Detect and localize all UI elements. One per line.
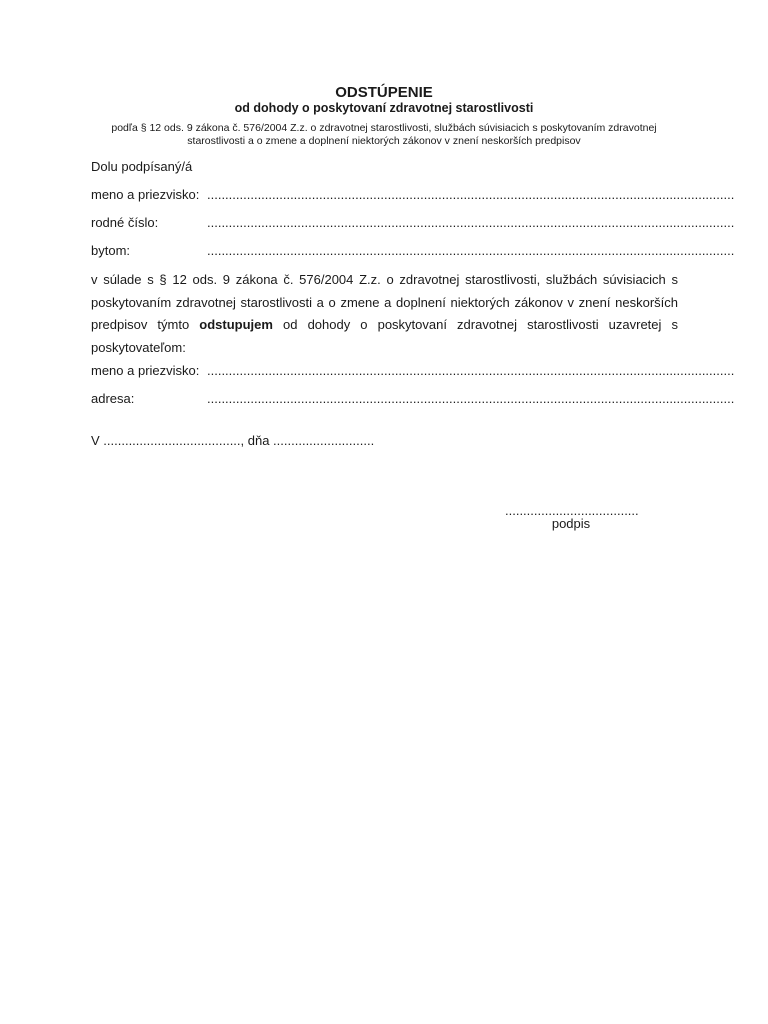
field-label-provider-name: meno a priezvisko: <box>91 363 200 378</box>
field-fill-line: .................................................................................................................................................. <box>207 243 735 258</box>
document-subtitle: od dohody o poskytovaní zdravotnej starostlivosti <box>234 101 534 115</box>
field-label-name: meno a priezvisko: <box>91 187 200 202</box>
document-title: ODSTÚPENIE <box>335 84 433 101</box>
field-fill-line: .................................................................................................................................................. <box>207 187 735 202</box>
statement-part-2: od dohody o poskytovaní zdravotnej starostlivosti uzavretej s poskytovateľom: <box>91 317 678 355</box>
withdrawal-statement <box>91 269 678 359</box>
signature-line: ..................................... <box>505 503 639 518</box>
field-label-address: adresa: <box>91 391 135 406</box>
signature-label: podpis <box>551 516 591 531</box>
field-label-birth-number: rodné číslo: <box>91 215 159 230</box>
intro-text: Dolu podpísaný/á <box>91 159 193 174</box>
field-fill-line: .................................................................................................................................................. <box>207 391 735 406</box>
field-label-residence: bytom: <box>91 243 131 258</box>
field-fill-line: .................................................................................................................................................. <box>207 215 735 230</box>
place-date-line: V ......................................, dňa ............................ <box>91 433 375 448</box>
statement-emphasis: odstupujem <box>199 317 273 332</box>
legal-reference: podľa § 12 ods. 9 zákona č. 576/2004 Z.z. o zdravotnej starostlivosti, službách súvisiacich s poskytovaním zdravotnej starostlivosti a o zmene a doplnení niektorých zákonov v znení neskorších predpisov <box>111 122 657 147</box>
field-fill-line: .................................................................................................................................................. <box>207 363 735 378</box>
statement-part-1: v súlade s § 12 ods. 9 zákona č. 576/2004 Z.z. o zdravotnej starostlivosti, službách súvisiacich s poskytovaním zdravotnej starostlivosti a o zmene a doplnení niektorých zákonov v znení neskorších predpisov týmto <box>91 272 678 332</box>
